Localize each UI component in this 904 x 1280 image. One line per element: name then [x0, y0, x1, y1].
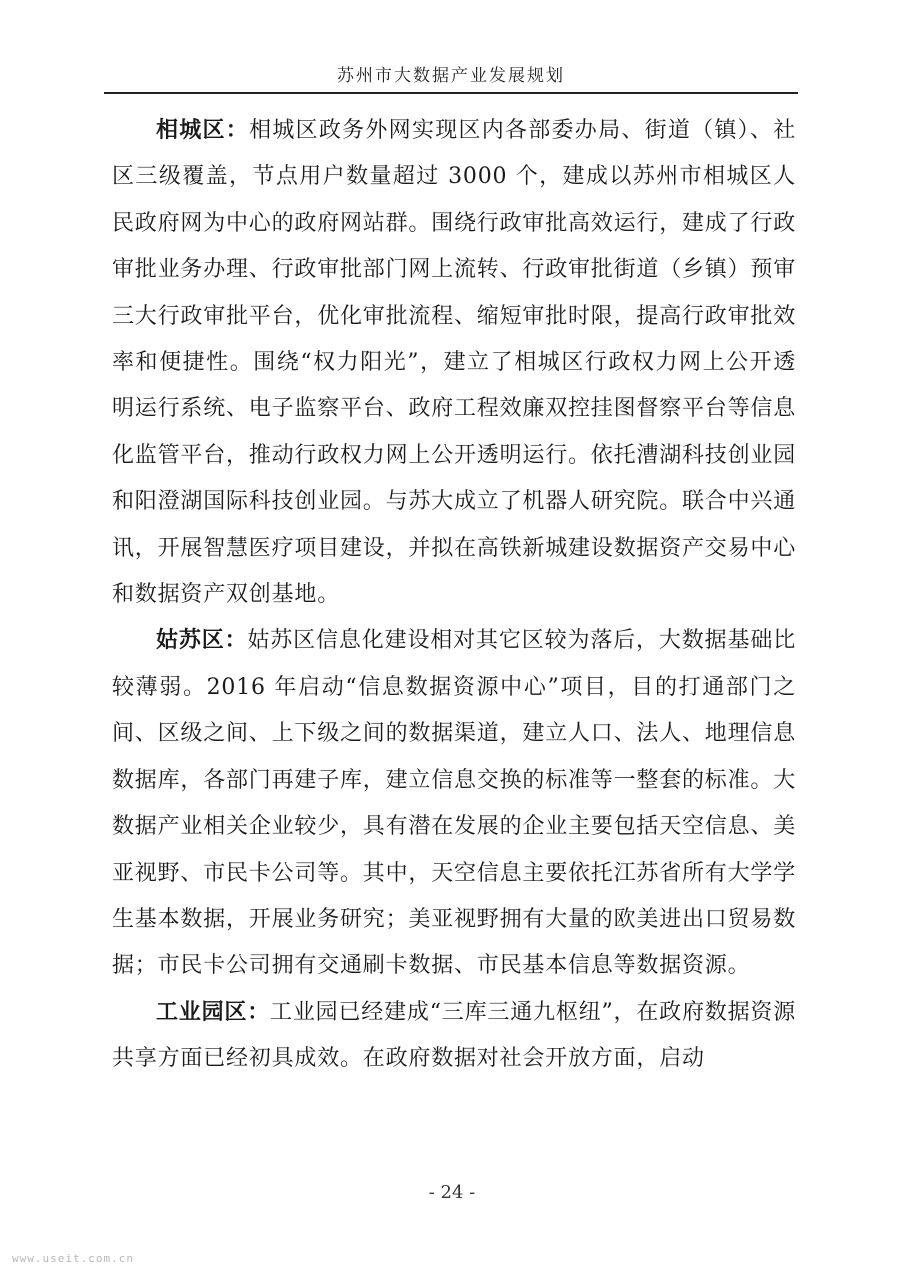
page-header — [104, 62, 798, 94]
paragraph-lead: 相城区： — [156, 118, 250, 143]
paragraph-xiangcheng — [112, 108, 796, 618]
page-number: - 24 - — [428, 1182, 476, 1203]
paragraph-gusu — [112, 618, 796, 989]
paragraph-text: 姑苏区信息化建设相对其它区较为落后，大数据基础比较薄弱。2016 年启动“信息数据资源中心”项目，目的打通部门之间、区级之间、上下级之间的数据渠道，建立人口、法人、地理信息数据库，各部门再建子库，建立信息交换的标准等一整套的标准。大数据产业相关企业较少，具有潜在发展的企业主要包括天空信息、美亚视野、市民卡公司等。其中，天空信息主要依托江苏省所有大学学生基本数据，开展业务研究；美亚视野拥有大量的欧美进出口贸易数据；市民卡公司拥有交通刷卡数据、市民基本信息等数据资源。 — [112, 628, 797, 979]
watermark: www.useit.com.cn — [12, 1252, 134, 1265]
paragraph-text: 工业园已经建成“三库三通九枢纽”，在政府数据资源共享方面已经初具成效。在政府数据对社会开放方面，启动 — [112, 999, 796, 1072]
document-body — [112, 108, 796, 1083]
paragraph-lead: 工业园区： — [156, 999, 271, 1025]
header-title: 苏州市大数据产业发展规划 — [337, 66, 565, 86]
paragraph-industrial-park — [112, 990, 796, 1083]
paragraph-text: 相城区政务外网实现区内各部委办局、街道（镇）、社区三级覆盖，节点用户数量超过 3000 个，建成以苏州市相城区人民政府网为中心的政府网站群。围绕行政审批高效运行，建成了行政审批业务办理、行政审批部门网上流转、行政审批街道（乡镇）预审三大行政审批平台，优化审批流程、缩短审批时限，提高行政审批效率和便捷性。围绕“权力阳光”，建立了相城区行政权力网上公开透明运行系统、电子监察平台、政府工程效廉双控挂图督察平台等信息化监管平台，推动行政权力网上公开透明运行。依托漕湖科技创业园和阳澄湖国际科技创业园。与苏大成立了机器人研究院。联合中兴通讯，开展智慧医疗项目建设，并拟在高铁新城建设数据资产交易中心和数据资产双创基地。 — [112, 118, 797, 608]
paragraph-lead: 姑苏区： — [156, 628, 248, 654]
